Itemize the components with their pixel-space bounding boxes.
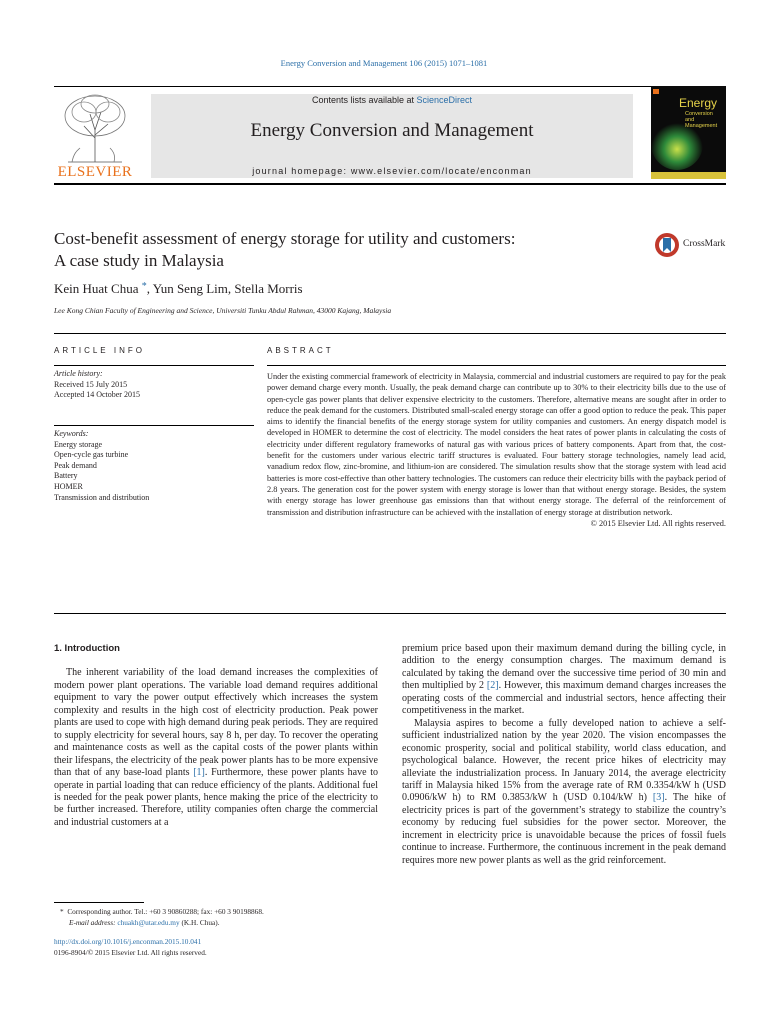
intro-p1-cont-text-b: . However, this maximum demand charges increases the operating costs of the commercial and industrial sectors, hence affecting their competitiveness in the market. (402, 680, 727, 717)
article-info-rule (54, 365, 254, 366)
other-authors: , Yun Seng Lim, Stella Morris (146, 281, 303, 296)
accepted-date: Accepted 14 October 2015 (54, 390, 140, 400)
body-column-left (54, 643, 378, 829)
intro-p2-text-a: Malaysia aspires to become a fully developed nation to achieve a self-sufficient industrialized nation by the year 2020. The vision encompasses the economic prosperity, social and political stability, world class education, and psychological balance. However, the recent price hikes of electricity may alleviate the industrialization process. In January 2014, the average electricity tariff in Malaysia hiked 15% from the average rate of RM 0.3354/kW h (USD 0.0906/kW h) to RM 0.3853/kW h (USD 0.104/kW h) (402, 717, 726, 804)
title-line-1: Cost-benefit assessment of energy storage for utility and customers: (54, 229, 516, 248)
journal-cover-image (651, 86, 726, 179)
cover-title-management: and Management (685, 117, 718, 129)
email-note (54, 917, 384, 928)
section-heading-introduction: 1. Introduction (54, 643, 120, 654)
cover-title-conversion: Conversion (685, 111, 713, 117)
journal-citation[interactable]: Energy Conversion and Management 106 (2015) 1071–1081 (280, 58, 488, 68)
abstract-bottom-rule (54, 613, 726, 614)
article-title (54, 228, 634, 272)
reference-link-2[interactable]: [2] (486, 680, 499, 692)
abstract-body: Under the existing commercial framework of electricity in Malaysia, commercial and industrial customers are required to pay for the peak power demand charge every month. Usually, the peak demand charge can contribute up to 30% to their electricity bills due to the use of open-cycle gas power plants that deliver expensive electricity to the customers. Therefore, alternative means are sought after in order to reduce the peak demand for the customers. Distributed small-scaled energy storage can offer a good option to reduce the peak. This paper aims to identify the financial benefits of the energy storage system for utility companies and customers. An energy dispatch model is developed in HOMER to determine the cost of electricity. The model considers the heat rates of power plants in calculating the costs of electricity under different regulatory frameworks of natural gas with various prices of battery components. Apart from that, the cost-benefit for the customers under various electric tariff structures is evaluated. Four battery storage technologies, namely lead acid, vanadium redox flow, zinc-bromine, and lithium-ion are considered. The simulation results show that the storage system with lead acid batteries is more cost-effective than other battery technologies. The customers can reduce their electricity bills with the payback period of 2.8 years. The generation cost for the power system with energy storage is lower than that without energy storage. Besides, the system with energy storage has lower greenhouse gas emissions than that without energy storage. The deferral of the reinforcement of transmission and distribution infrastructure can be achieved with the installation of energy storage at distribution network. (267, 372, 726, 517)
publisher-name: ELSEVIER (57, 164, 133, 180)
keywords-label: Keywords: (54, 429, 89, 438)
corresponding-author-mark[interactable]: * (141, 281, 147, 292)
keyword-item: Open-cycle gas turbine (54, 450, 129, 460)
crossmark-icon (654, 230, 680, 260)
history-label: Article history: (54, 369, 103, 378)
crossmark-label: CrossMark (683, 239, 726, 249)
footnote-rule (54, 902, 144, 903)
journal-name: Energy Conversion and Management (250, 120, 534, 141)
footnotes (54, 906, 384, 958)
cover-title-energy: Energy (679, 96, 718, 110)
issn-copyright: 0196-8904/© 2015 Elsevier Ltd. All rights reserved. (54, 948, 207, 957)
contents-line (151, 95, 633, 105)
keyword-item: Transmission and distribution (54, 492, 150, 502)
homepage-link[interactable]: www.elsevier.com/locate/enconman (350, 166, 532, 176)
keyword-item: HOMER (54, 481, 83, 491)
keyword-item: Battery (54, 471, 78, 481)
abstract-copyright: © 2015 Elsevier Ltd. All rights reserved. (590, 518, 726, 528)
email-suffix: (K.H. Chua). (181, 918, 220, 927)
homepage-prefix: journal homepage: (252, 166, 351, 176)
received-date: Received 15 July 2015 (54, 379, 128, 389)
header-bottom-rule (54, 183, 726, 185)
journal-homepage (151, 166, 633, 176)
doi-link[interactable]: http://dx.doi.org/10.1016/j.enconman.2015.10.041 (54, 937, 202, 946)
intro-paragraph-1 (54, 667, 378, 829)
article-history (54, 369, 254, 401)
abstract-text (267, 371, 726, 529)
email-link[interactable]: chuakh@utar.edu.my (117, 918, 180, 927)
intro-p2-text-b: . The hike of electricity prices is part of the government’s strategy to stabilize the country’s economy by reducing fuel subsidies for the power sector. Moreover, the increment in electricity price is unavoidable because the prices of fossil fuels continue to increase. Furthermore, the continuous increment in the peak demand requires more new power plants as well as the grid reinforcement. (402, 792, 726, 866)
abstract-rule (267, 365, 726, 366)
intro-p1-cont-text-a: premium price based upon their maximum demand during the billing cycle, in addition to the energy consumption charges. The maximum demand is calculated by taking the demand over the successive time period of 30 min and then multiplied by 2 (402, 643, 726, 692)
corresponding-author-note (54, 906, 384, 917)
affiliation: Lee Kong Chian Faculty of Engineering and Science, Universiti Tunku Abdul Rahman, 43000 Kajang, Malaysia (54, 306, 392, 315)
footnote-mark: * (60, 907, 64, 916)
keyword-item: Energy storage (54, 439, 103, 449)
intro-paragraph-1-continued (402, 643, 726, 718)
reference-link-3[interactable]: [3] (652, 792, 665, 804)
intro-paragraph-2 (402, 718, 726, 867)
keyword-item: Peak demand (54, 460, 97, 470)
intro-p1-text-a: The inherent variability of the load demand increases the complexities of modern power plant operations. The variable load demand requires additional equipment to vary the power output effectively which increases the system complexity and results in the high cost of electricity production. Peak power plants are used to cope with high demand during peak periods. They are required to supply electricity for several hours, say 8 h, per day. To recover the operating and maintenance costs as well as the capital costs of the power plants within their lifespans, the electricity of the peak power plants has to be more expensive than that of any base-load plants (54, 667, 378, 779)
title-block-rule (54, 333, 726, 334)
keywords-block (54, 429, 254, 503)
author-1: Kein Huat Chua (54, 281, 139, 296)
sciencedirect-link[interactable]: ScienceDirect (416, 95, 473, 105)
reference-link-1[interactable]: [1] (193, 767, 205, 779)
email-label: E-mail address: (69, 918, 116, 927)
abstract-heading: ABSTRACT (267, 346, 334, 355)
author-list (54, 281, 303, 297)
crossmark-badge[interactable] (654, 230, 744, 260)
body-column-right (402, 643, 726, 867)
corresponding-author-text: Corresponding author. Tel.: +60 3 90860288; fax: +60 3 90198868. (67, 907, 264, 916)
header-top-rule (54, 86, 726, 87)
title-line-2: A case study in Malaysia (54, 251, 224, 270)
article-info-heading: ARTICLE INFO (54, 346, 145, 355)
intro-p1-text-b: . Furthermore, these power plants have to operate in partial loading that can reduce efficiency of the plants. Additional fuel is needed for the peak power plants, hence making the price of the electricity to be further increased. Therefore, utility companies often charge the commercial and industrial customers at a (54, 767, 378, 828)
contents-prefix: Contents lists available at (311, 95, 417, 105)
keywords-rule (54, 425, 254, 426)
